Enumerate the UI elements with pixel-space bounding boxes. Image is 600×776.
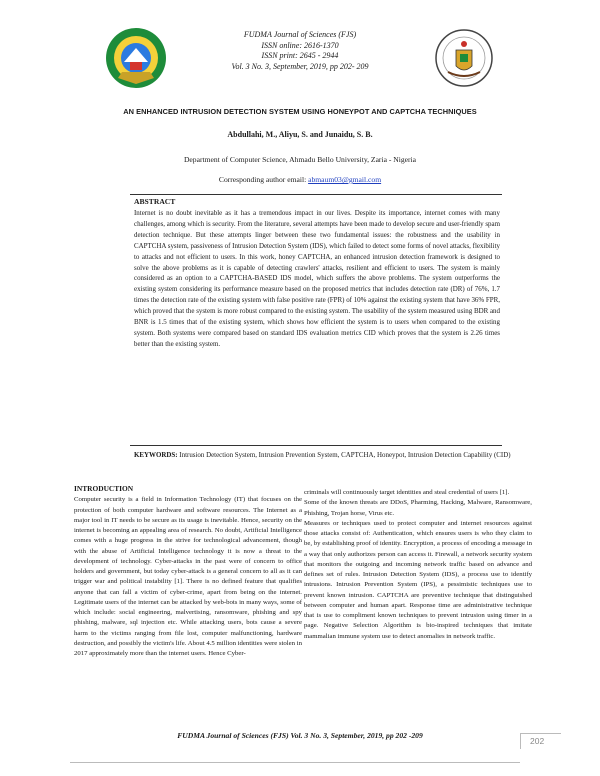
volume-info: Vol. 3 No. 3, September, 2019, pp 202- 209 [231, 61, 369, 71]
page-number: 202 [530, 736, 545, 746]
corresponding-label: Corresponding author email: [218, 175, 307, 184]
corresponding-author [80, 175, 520, 184]
abstract-text: Internet is no doubt inevitable as it has a tremendous impact in our lives. Despite its importance, internet comes with many challenges, among which is security. From the literature, several attempts have been made to develop secure and user-friendly spam detection technique. But these attempts linger between these two fundamental issues: the robustness and the usability in CAPTCHA system, passiveness of Intrusion Detection System (IDS), which failed to detect some forms of novel attacks, flexibility to attacks and not efficient to users. In this work, honey CAPTCHA, an enhanced intrusion detection framework is designed to solve the above problems as it is capable of detecting crawlers' attacks, resilient and efficient to users. The system is mainly considered as an option to a CAPTCHA-BASED IDS model, which suffers the above problems. The system outperforms the existing system considering its performance measure based on the proposed metrics that includes detection rate (DR) of 76%, 1.7 times the detection rate of the existing system with false positive rate (FPR) of 10% against the existing system that have 36% FPR, which proved that the system is more robust compared to the existing system. The usability of the system measured using BDR and BNR is 1.5 times that of the existing system, which shows how efficient the system is to users when compared to the existing system. Both systems were compared based on standard IDS evaluation metrics CID which proves that the system is 2.26 times better than the existing system. [134, 209, 501, 348]
faculty-logo-icon [104, 26, 168, 90]
author-affiliation: Department of Computer Science, Ahmadu Bello University, Zaria - Nigeria [183, 155, 417, 164]
keywords-label: KEYWORDS: [134, 451, 178, 459]
issn-online: ISSN online: 2616-1370 [261, 40, 339, 50]
right-paragraph-3: Measures or techniques used to protect computer and internet resources against those attacks consist of: Authentication, which ensures users is who they claim to be, by establishing proof of identity. Encryption, a process of encoding a message in a way that only authorizes person can access it. Firewall, a network security system that monitors the outgoing and incoming network traffic based on advance and defines set of rules. Intrusion Detection System (IDS), a process use to identify intrusions. Intrusion Prevention System (IPS), a pessimistic techniques use to prevent known intrusion. CAPTCHA are preventive technique that distinguished between computer and human apart. Response time are administrative technique that is use to compliment known techniques to prevent intrusion using timer in a page. Negative Selection Algorithm is bio-inspired techniques that imitate mammalian immune system use to detect anomalies in network traffic. [304, 519, 532, 640]
left-column [74, 484, 302, 659]
journal-name: FUDMA Journal of Sciences (FJS) [243, 30, 357, 39]
right-paragraph-1: criminals will continuously target identities and steal credential of users [1]. [304, 489, 510, 496]
university-crest-icon [434, 28, 494, 88]
paper-title: AN ENHANCED INTRUSION DETECTION SYSTEM USING HONEYPOT AND CAPTCHA TECHNIQUES [123, 107, 477, 116]
issn-print: ISSN print: 2645 - 2944 [261, 51, 339, 60]
keywords-text: Intrusion Detection System, Intrusion Prevention System, CAPTCHA, Honeypot, Intrusion Detection Capability (CID) [179, 451, 511, 459]
right-column [304, 488, 532, 642]
paper-authors: Abdullahi, M., Aliyu, S. and Junaidu, S. B. [227, 130, 373, 139]
right-paragraph-2: Some of the known threats are DDoS, Pharming, Hacking, Malware, Ransomware, Phishing, Trojan horse, Virus etc. [304, 499, 532, 517]
corresponding-email-link[interactable]: abmaum03@gmail.com [308, 175, 382, 184]
introduction-heading: INTRODUCTION [74, 484, 134, 493]
journal-header [210, 30, 390, 72]
abstract-heading: ABSTRACT [134, 197, 176, 206]
footer-citation: FUDMA Journal of Sciences (FJS) Vol. 3 No. 3, September, 2019, pp 202 -209 [177, 731, 423, 740]
keywords [134, 450, 524, 461]
footer-divider [70, 762, 520, 763]
left-column-text: Computer security is a field in Information Technology (IT) that focuses on the protection of both computer hardware and software resources. The Internet as a major tool in IT needs to be secure as its usage is inevitable. Hence, security on the internet is becoming an appealing area of research. No doubt, Artificial Intelligence comes with a huge progress in the strive for technological advancement, though with the abuse of Artificial Intelligence technology it is now a threat to the development of technology. Cyber-attacks in the past were of concern to office holders and government, but today cyber-attack is a general concern to all as it can trigger war and political instability [1]. There is no defined feature that qualifies anyone that can fall a victim of cyber-crime, apart from being on the internet. Legitimate users of the internet can be attacked by web-bots in many ways, some of which include: social engineering, malvertising, ransomware, phishing and spy phishing, malware, sql injection etc. While attacking users, bots cause a severe harm to the victims ranging from file lost, computer malfunctioning, hardware destruction, and possibly the victim's life. About 4.5 million identities were stolen in 2017 approximately more than the internet users. Hence Cyber- [74, 496, 302, 657]
